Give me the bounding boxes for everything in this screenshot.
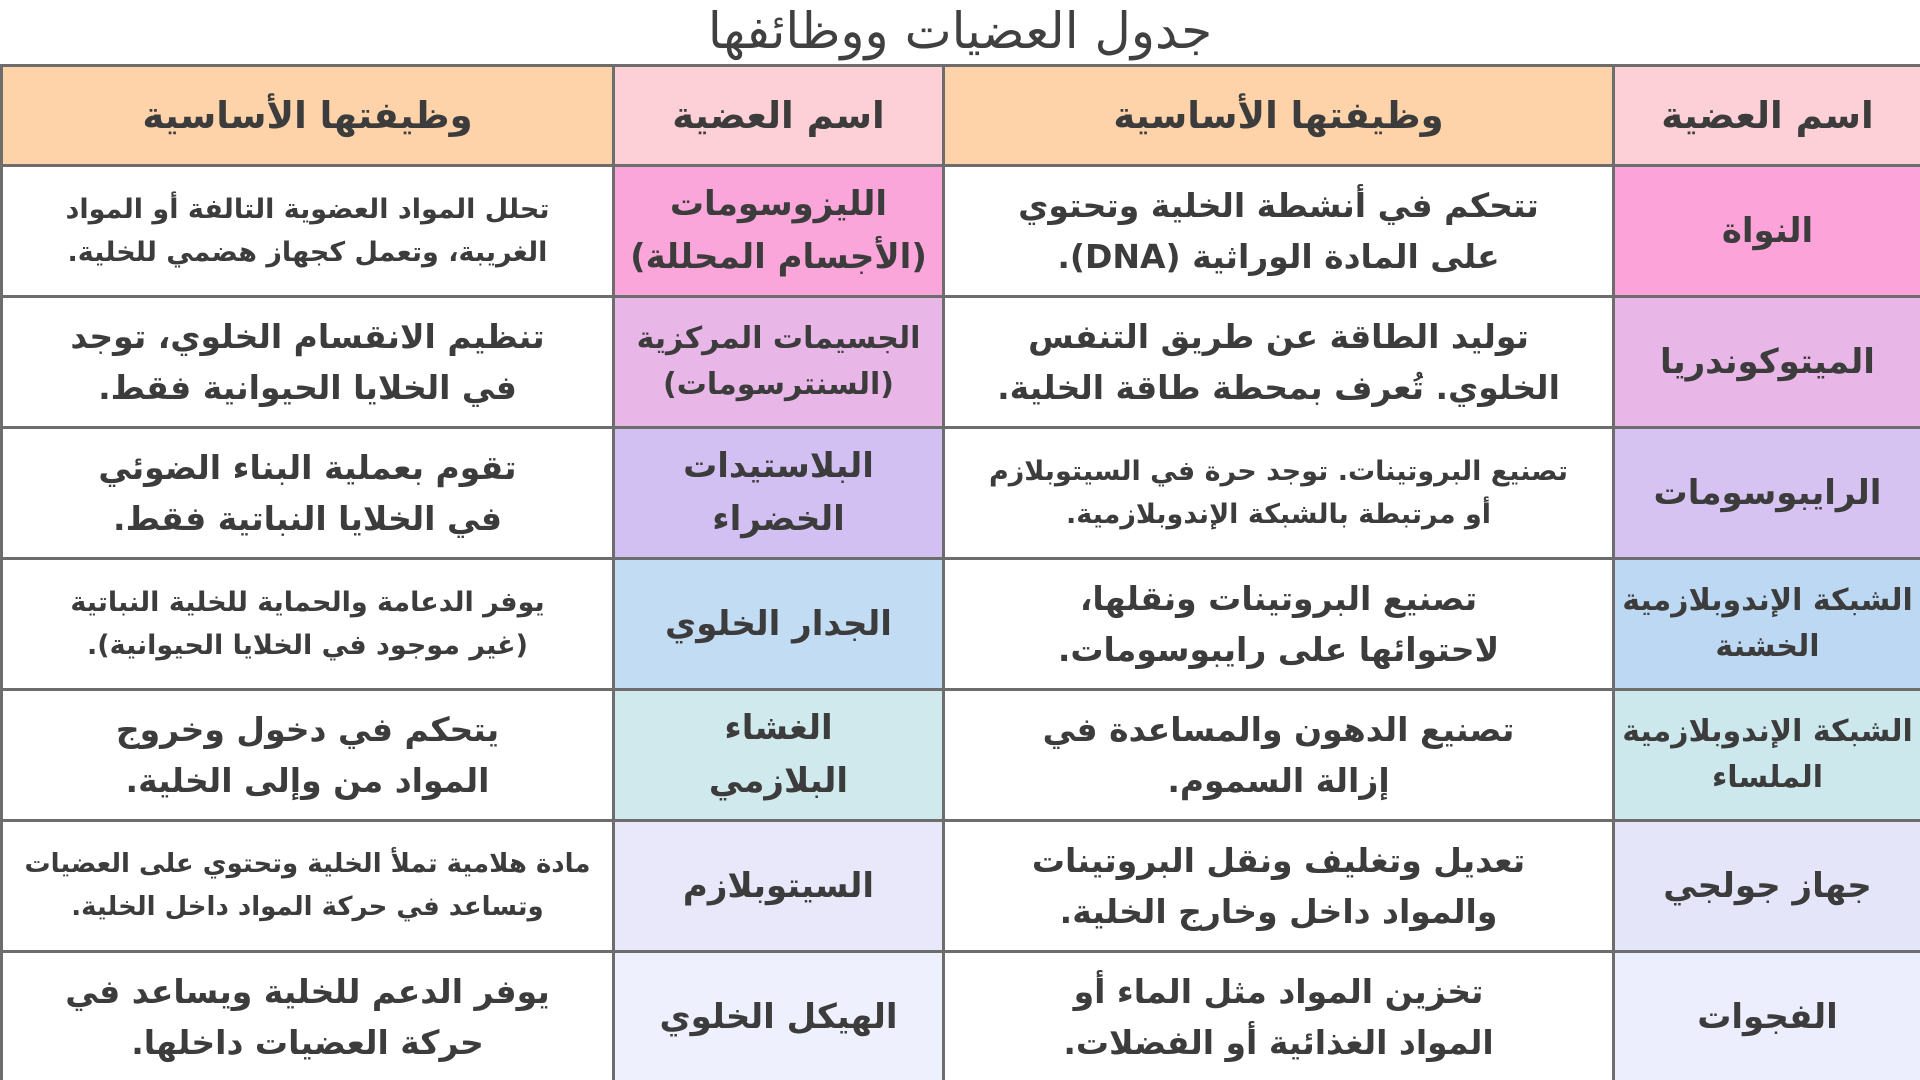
table-row	[2, 166, 1920, 297]
organelle-name-cell	[1614, 559, 1920, 690]
table-row	[2, 559, 1920, 690]
function-line: في الخلايا النباتية فقط.	[113, 499, 502, 538]
function-line: على المادة الوراثية (DNA).	[1057, 237, 1500, 276]
organelle-name-cell	[1614, 821, 1920, 952]
organelle-name: الهيكل الخلوي	[659, 996, 898, 1037]
organelle-name: السيتوبلازم	[682, 865, 875, 906]
function-line: توليد الطاقة عن طريق التنفس	[1028, 316, 1529, 356]
table-row	[2, 297, 1920, 428]
function-line: يوفر الدعامة والحماية للخلية النباتية	[70, 586, 545, 618]
organelle-name-cell	[614, 690, 944, 821]
organelle-name: البلازمي	[708, 761, 849, 801]
organelle-name: الشبكة الإندوبلازمية	[1622, 713, 1913, 749]
organelle-name-cell	[614, 821, 944, 952]
table-row	[2, 690, 1920, 821]
organelle-name-cell	[1614, 428, 1920, 559]
function-line: الغريبة، وتعمل كجهاز هضمي للخلية.	[67, 237, 548, 268]
organelle-function-cell	[944, 952, 1614, 1080]
table-row	[2, 952, 1920, 1080]
organelle-function-cell	[944, 690, 1614, 821]
organelle-function-cell	[2, 428, 614, 559]
organelle-function-cell	[2, 559, 614, 690]
organelle-name: الجدار الخلوي	[665, 603, 892, 644]
organelle-function-cell	[2, 690, 614, 821]
function-line: تنظيم الانقسام الخلوي، توجد	[70, 316, 545, 356]
organelle-name: البلاستيدات	[683, 446, 874, 487]
function-line: والمواد داخل وخارج الخلية.	[1059, 892, 1498, 931]
function-line: أو مرتبطة بالشبكة الإندوبلازمية.	[1066, 499, 1491, 530]
function-line: تصنيع البروتينات ونقلها،	[1079, 578, 1478, 618]
organelle-function-cell	[2, 297, 614, 428]
organelle-name-cell	[1614, 166, 1920, 297]
organelle-name-cell	[1614, 690, 1920, 821]
organelle-name-cell	[614, 559, 944, 690]
function-line: إزالة السموم.	[1167, 761, 1390, 800]
header-organelle-name-2: اسم العضية	[614, 66, 944, 166]
function-line: المواد من وإلى الخلية.	[125, 761, 490, 800]
table-row	[2, 428, 1920, 559]
function-line: تخزين المواد مثل الماء أو	[1073, 971, 1484, 1011]
organelle-name: الخشنة	[1715, 629, 1820, 664]
header-organelle-name-1: اسم العضية	[1614, 66, 1920, 166]
organelle-name: الفجوات	[1697, 996, 1838, 1037]
header-function-1: وظيفتها الأساسية	[944, 66, 1614, 166]
header-function-2: وظيفتها الأساسية	[2, 66, 614, 166]
function-line: تصنيع الدهون والمساعدة في	[1042, 709, 1515, 749]
function-line: الخلوي. تُعرف بمحطة طاقة الخلية.	[997, 368, 1560, 407]
organelle-name-cell	[614, 428, 944, 559]
organelle-function-cell	[944, 559, 1614, 690]
organelle-function-cell	[2, 166, 614, 297]
organelle-function-cell	[2, 821, 614, 952]
organelle-name: الليزوسومات	[669, 184, 888, 225]
organelle-function-cell	[2, 952, 614, 1080]
organelle-name: جهاز جولجي	[1663, 865, 1872, 906]
organelle-name-cell	[614, 297, 944, 428]
organelle-name: الميتوكوندريا	[1660, 341, 1875, 382]
organelle-name: الملساء	[1711, 760, 1824, 795]
organelle-name: الغشاء	[724, 708, 833, 749]
function-line: تتحكم في أنشطة الخلية وتحتوي	[1018, 185, 1539, 225]
function-line: مادة هلامية تملأ الخلية وتحتوي على العضيات	[24, 849, 591, 880]
function-line: في الخلايا الحيوانية فقط.	[98, 368, 517, 407]
organelle-function-cell	[944, 428, 1614, 559]
organelle-name-cell	[614, 952, 944, 1080]
function-line: وتساعد في حركة المواد داخل الخلية.	[71, 892, 544, 922]
organelle-name: الرايبوسومات	[1653, 472, 1882, 513]
function-line: تعديل وتغليف ونقل البروتينات	[1031, 840, 1526, 880]
organelle-name: النواة	[1721, 210, 1814, 251]
function-line: المواد الغذائية أو الفضلات.	[1063, 1023, 1494, 1062]
function-line: تصنيع البروتينات. توجد حرة في السيتوبلازم	[988, 455, 1569, 487]
function-line: لاحتوائها على رايبوسومات.	[1057, 630, 1500, 669]
function-line: تقوم بعملية البناء الضوئي	[98, 447, 517, 487]
organelle-function-cell	[944, 297, 1614, 428]
organelle-name: الشبكة الإندوبلازمية	[1622, 582, 1913, 618]
organelle-name-cell	[1614, 952, 1920, 1080]
table-row	[2, 821, 1920, 952]
organelle-name: الخضراء	[712, 499, 845, 539]
organelle-name-cell	[1614, 297, 1920, 428]
page-title: جدول العضيات ووظائفها	[707, 2, 1213, 60]
organelles-table	[0, 64, 1920, 1080]
function-line: حركة العضيات داخلها.	[131, 1023, 484, 1062]
function-line: تحلل المواد العضوية التالفة أو المواد	[65, 193, 550, 225]
organelle-name-cell	[614, 166, 944, 297]
organelle-name: (السنترسومات)	[663, 367, 894, 402]
organelle-function-cell	[944, 166, 1614, 297]
organelle-name: (الأجسام المحللة)	[630, 237, 927, 277]
organelle-name: الجسيمات المركزية	[636, 320, 921, 356]
function-line: يتحكم في دخول وخروج	[115, 709, 500, 749]
header-row	[2, 66, 1920, 166]
organelle-function-cell	[944, 821, 1614, 952]
function-line: يوفر الدعم للخلية ويساعد في	[65, 971, 550, 1011]
function-line: (غير موجود في الخلايا الحيوانية).	[87, 630, 528, 661]
